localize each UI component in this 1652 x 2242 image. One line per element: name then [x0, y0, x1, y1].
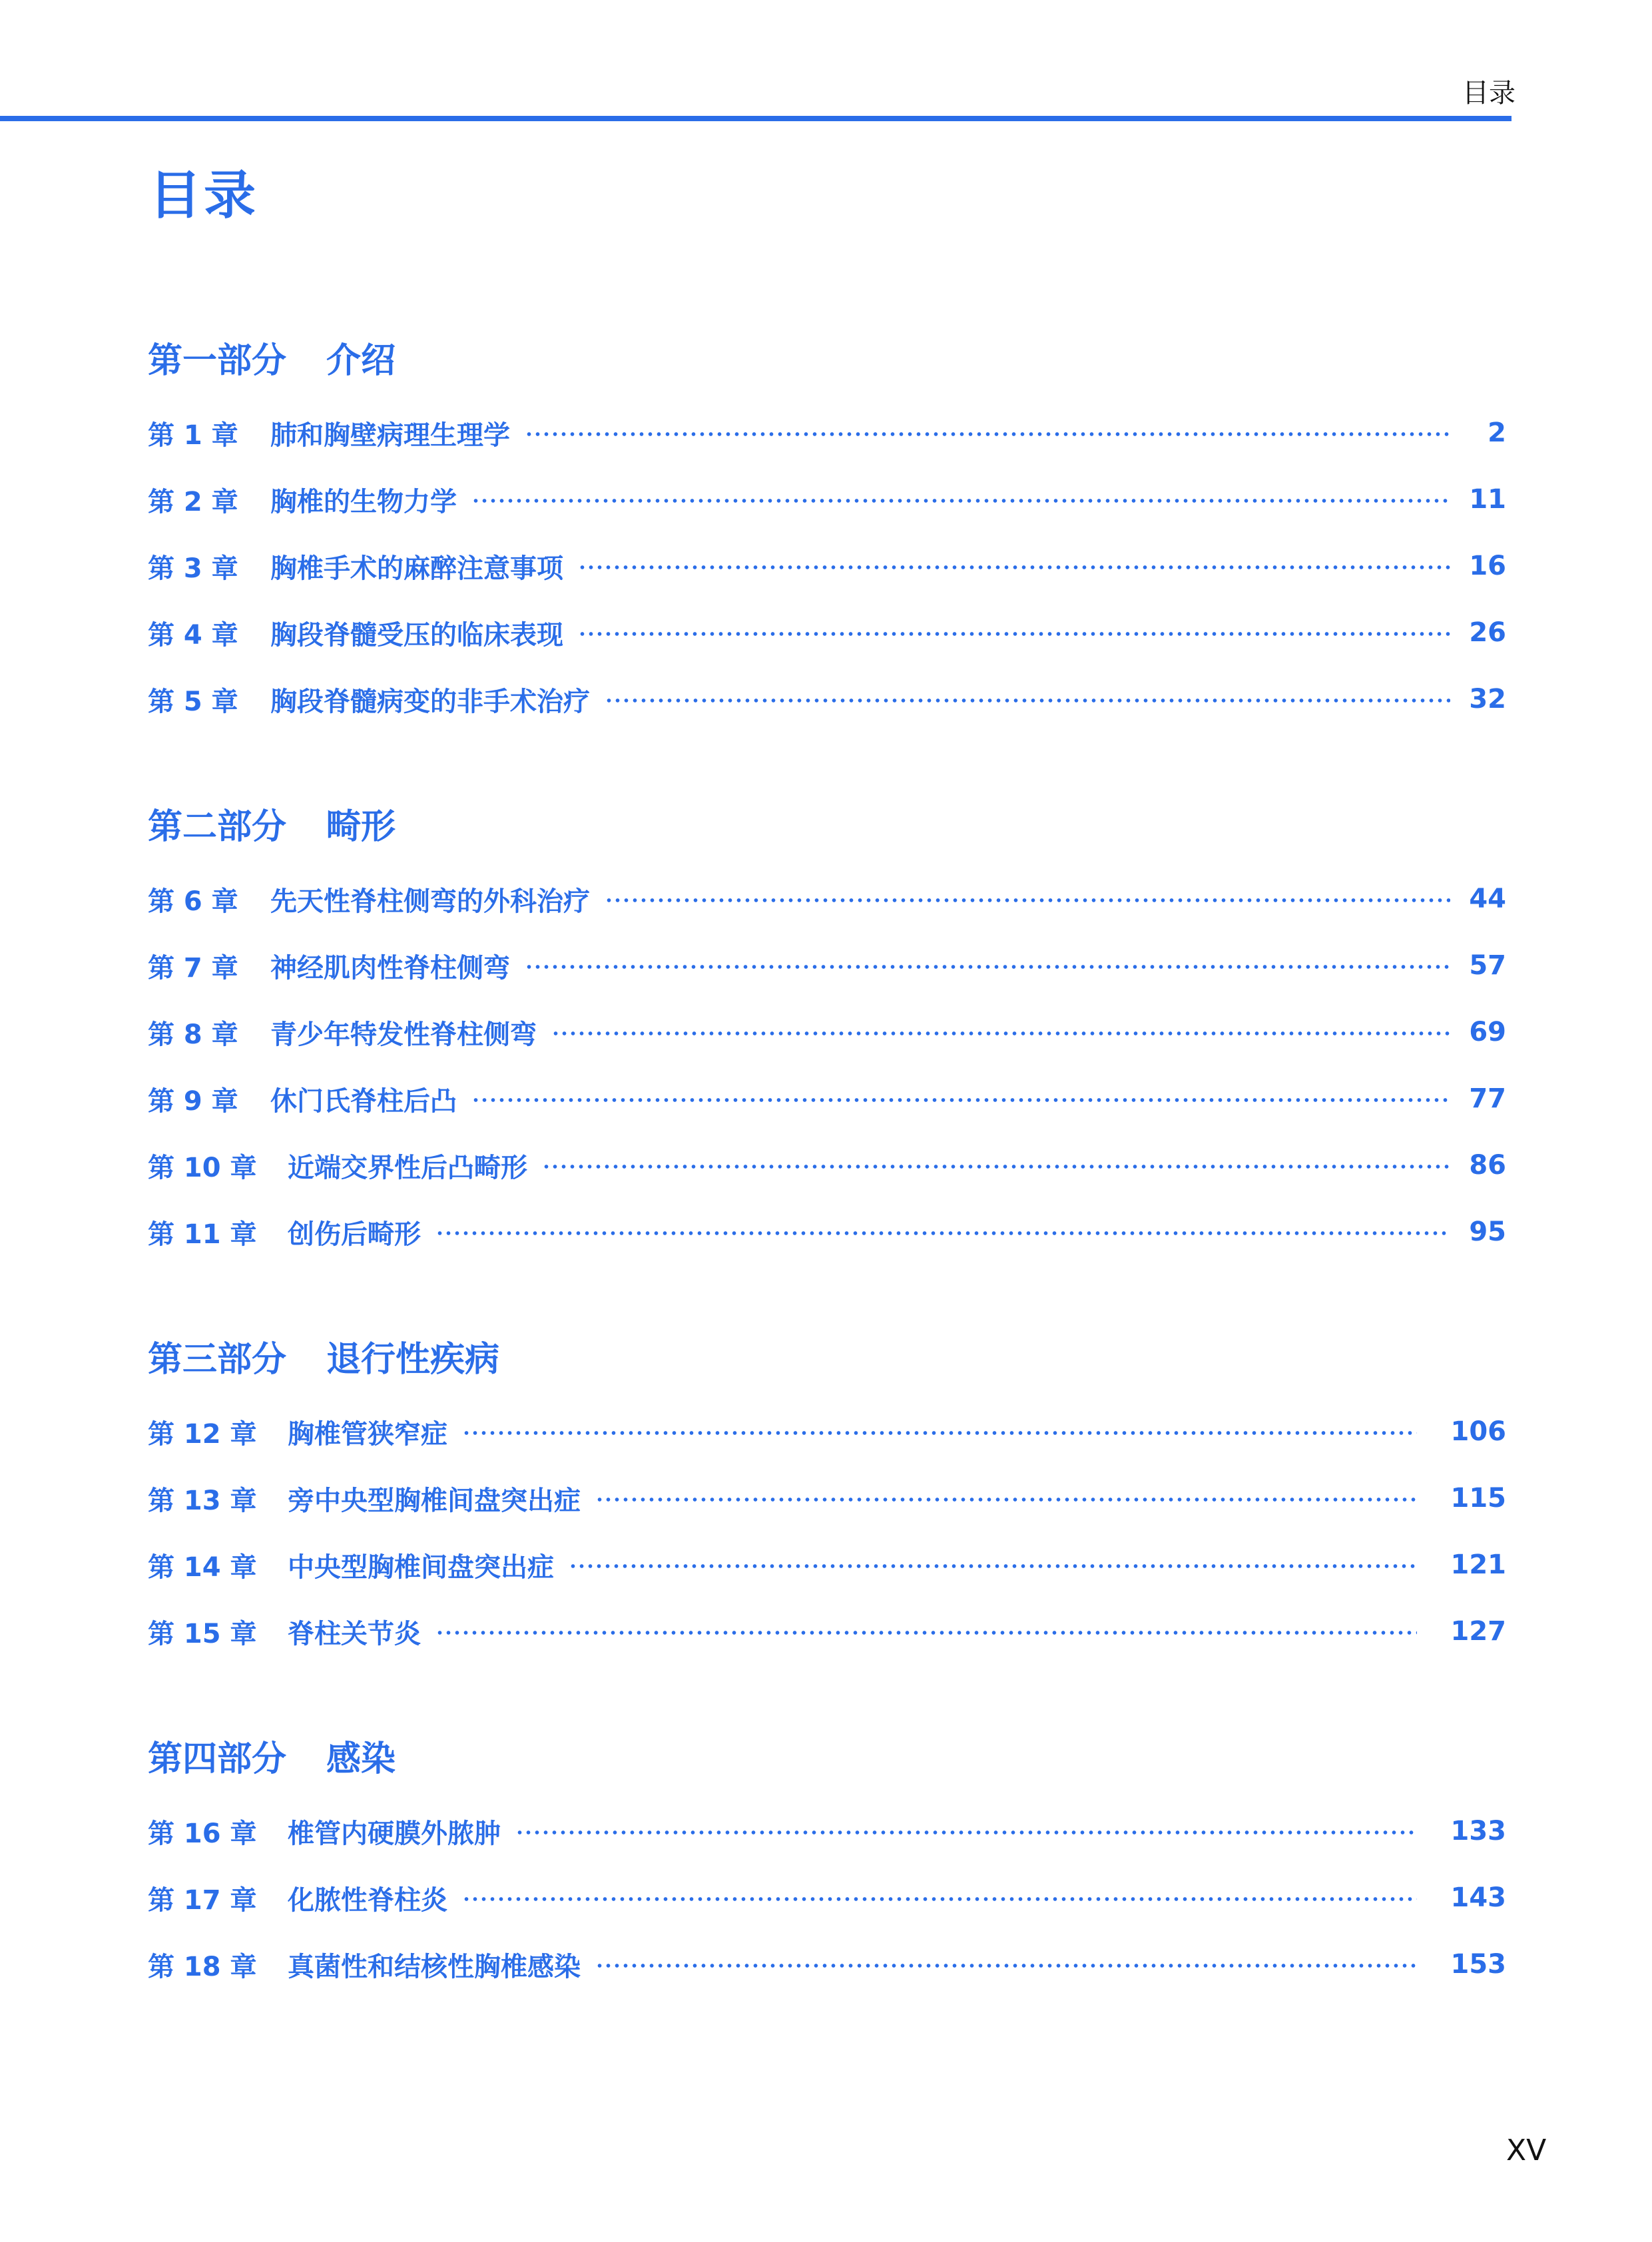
chapter-title: 胸段脊髓受压的临床表现 [270, 619, 563, 651]
toc-entry[interactable] [148, 1145, 1506, 1185]
dot-leader [542, 1164, 1450, 1169]
dot-leader [578, 631, 1450, 637]
chapter-page-number: 106 [1450, 1416, 1506, 1447]
toc-entry[interactable] [148, 1545, 1506, 1585]
chapter-title: 肺和胸壁病理生理学 [270, 420, 510, 451]
chapter-page-number: 153 [1450, 1949, 1506, 1980]
chapter-title: 椎管内硬膜外脓肿 [288, 1818, 501, 1849]
toc-entry[interactable] [148, 1478, 1506, 1518]
dot-leader [595, 1963, 1417, 1968]
part-label: 第一部分 [148, 340, 287, 381]
part-heading [148, 1332, 499, 1380]
dot-leader [605, 698, 1450, 703]
chapter-title: 青少年特发性脊柱侧弯 [270, 1019, 537, 1050]
part-title: 畸形 [326, 806, 396, 847]
chapter-page-number: 32 [1469, 684, 1506, 714]
chapter-label: 第 1 章 [148, 420, 238, 451]
running-header: 目录 [1462, 78, 1515, 109]
toc-entry[interactable] [148, 1611, 1506, 1651]
dot-leader [551, 1031, 1450, 1036]
chapter-label: 第 15 章 [148, 1618, 257, 1649]
toc-entry[interactable] [148, 1412, 1506, 1452]
dot-leader [471, 498, 1450, 503]
toc-entry[interactable] [148, 679, 1506, 719]
toc-entry[interactable] [148, 946, 1506, 985]
page-folio: XV [1506, 2133, 1547, 2167]
chapter-label: 第 8 章 [148, 1019, 238, 1050]
toc-entry[interactable] [148, 413, 1506, 453]
dot-leader [435, 1630, 1417, 1635]
toc-entry[interactable] [148, 613, 1506, 653]
chapter-title: 胸椎手术的麻醉注意事项 [270, 553, 563, 584]
part-label: 第四部分 [148, 1739, 287, 1779]
chapter-title: 胸椎管狭窄症 [288, 1418, 447, 1450]
chapter-label: 第 16 章 [148, 1818, 257, 1849]
chapter-label: 第 3 章 [148, 553, 238, 584]
chapter-page-number: 127 [1450, 1616, 1506, 1647]
dot-leader [525, 964, 1450, 970]
toc-entry[interactable] [148, 1012, 1506, 1052]
chapter-page-number: 86 [1469, 1150, 1506, 1181]
chapter-page-number: 77 [1469, 1083, 1506, 1114]
chapter-title: 先天性脊柱侧弯的外科治疗 [270, 886, 590, 917]
chapter-page-number: 2 [1488, 418, 1506, 448]
dot-leader [569, 1563, 1417, 1569]
dot-leader [525, 431, 1450, 437]
dot-leader [435, 1231, 1450, 1236]
part-heading [148, 799, 396, 847]
toc-entry[interactable] [148, 1212, 1506, 1252]
part-label: 第三部分 [148, 1339, 287, 1380]
chapter-title: 休门氏脊柱后凸 [270, 1085, 457, 1117]
chapter-page-number: 44 [1469, 884, 1506, 914]
dot-leader [462, 1896, 1417, 1902]
chapter-title: 创伤后畸形 [288, 1219, 421, 1250]
chapter-title: 胸椎的生物力学 [270, 486, 457, 517]
dot-leader [605, 898, 1450, 903]
chapter-title: 脊柱关节炎 [288, 1618, 421, 1649]
chapter-label: 第 13 章 [148, 1485, 257, 1516]
chapter-label: 第 9 章 [148, 1085, 238, 1117]
chapter-page-number: 115 [1450, 1483, 1506, 1514]
dot-leader [462, 1430, 1417, 1436]
chapter-title: 近端交界性后凸畸形 [288, 1152, 527, 1183]
part-title: 退行性疾病 [326, 1339, 500, 1380]
chapter-title: 旁中央型胸椎间盘突出症 [288, 1485, 581, 1516]
page-title: 目录 [149, 166, 259, 226]
toc-entry[interactable] [148, 546, 1506, 586]
chapter-label: 第 10 章 [148, 1152, 257, 1183]
chapter-title: 真菌性和结核性胸椎感染 [288, 1951, 581, 1982]
toc-entry[interactable] [148, 1079, 1506, 1119]
chapter-page-number: 26 [1469, 617, 1506, 648]
chapter-page-number: 121 [1450, 1549, 1506, 1580]
chapter-label: 第 12 章 [148, 1418, 257, 1450]
chapter-page-number: 69 [1469, 1017, 1506, 1047]
chapter-page-number: 133 [1450, 1816, 1506, 1846]
chapter-label: 第 4 章 [148, 619, 238, 651]
toc-entry[interactable] [148, 1878, 1506, 1918]
dot-leader [578, 565, 1450, 570]
dot-leader [515, 1830, 1417, 1835]
header-rule [0, 116, 1512, 121]
chapter-label: 第 5 章 [148, 686, 238, 717]
part-title: 介绍 [326, 340, 396, 381]
part-title: 感染 [326, 1739, 396, 1779]
part-heading [148, 333, 396, 381]
chapter-label: 第 6 章 [148, 886, 238, 917]
chapter-page-number: 11 [1469, 484, 1506, 515]
chapter-label: 第 7 章 [148, 952, 238, 983]
chapter-title: 化脓性脊柱炎 [288, 1884, 447, 1916]
toc-entry[interactable] [148, 879, 1506, 919]
toc-entry[interactable] [148, 1811, 1506, 1851]
toc-entry[interactable] [148, 1944, 1506, 1984]
chapter-page-number: 57 [1469, 950, 1506, 981]
dot-leader [595, 1497, 1417, 1502]
part-label: 第二部分 [148, 806, 287, 847]
chapter-title: 中央型胸椎间盘突出症 [288, 1551, 554, 1583]
dot-leader [471, 1097, 1450, 1103]
chapter-label: 第 17 章 [148, 1884, 257, 1916]
chapter-title: 胸段脊髓病变的非手术治疗 [270, 686, 590, 717]
chapter-page-number: 95 [1469, 1217, 1506, 1247]
part-heading [148, 1731, 396, 1779]
chapter-label: 第 11 章 [148, 1219, 257, 1250]
chapter-title: 神经肌肉性脊柱侧弯 [270, 952, 510, 983]
chapter-label: 第 14 章 [148, 1551, 257, 1583]
chapter-page-number: 143 [1450, 1882, 1506, 1913]
toc-entry[interactable] [148, 479, 1506, 519]
chapter-label: 第 18 章 [148, 1951, 257, 1982]
chapter-label: 第 2 章 [148, 486, 238, 517]
chapter-page-number: 16 [1469, 551, 1506, 581]
